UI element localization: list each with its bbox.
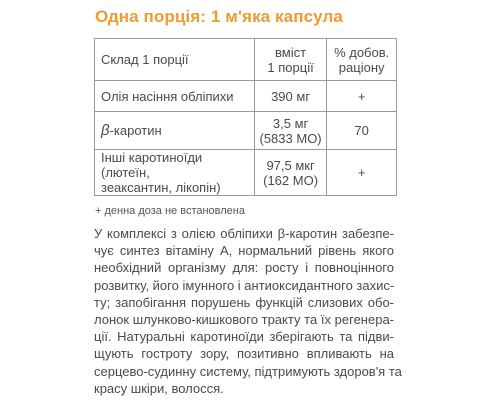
ingredient-daily-percent: +	[327, 150, 397, 196]
description-line: лонок шлунково-кишкового тракту та їх регенера-	[94, 312, 394, 328]
header-content-line1: вміст	[275, 44, 307, 60]
composition-table	[94, 38, 397, 196]
description-line: серцево-судинну систему, підтримують здоров'я та	[94, 363, 402, 379]
footnote: + денна доза не встановлена	[95, 205, 245, 217]
description-line: щують гостроту зору, позитивно впливають на	[94, 346, 394, 362]
ingredient-amount: 390 мг	[254, 81, 326, 112]
amount-line1: 3,5 мг	[272, 115, 309, 131]
name-line1: Інші каротиноїди (лютеїн,	[101, 150, 203, 180]
description-line: чує синтез вітаміну А, нормальний рівень якого	[94, 243, 394, 259]
serving-size-heading: Одна порція: 1 м'яка капсула	[95, 7, 343, 26]
ingredient-daily-percent: 70	[327, 112, 397, 150]
ingredient-amount	[254, 112, 326, 150]
table-row	[95, 81, 397, 112]
amount-line2: (5833 МО)	[259, 130, 322, 146]
description-line: ції. Натуральні каротиноїди зберігають та підви-	[94, 329, 394, 345]
table-header-row	[95, 39, 397, 81]
description-line: красу шкіри, волосся.	[94, 380, 224, 396]
amount-line2: (162 МО)	[263, 172, 319, 188]
ingredient-amount	[254, 150, 326, 196]
ingredient-daily-percent: +	[327, 81, 397, 112]
header-composition: Склад 1 порції	[95, 39, 255, 81]
header-percent-line2: раціону	[338, 59, 385, 75]
header-daily-percent	[327, 39, 397, 81]
ingredient-name	[95, 112, 255, 150]
table-row	[95, 150, 397, 196]
ingredient-name: Олія насіння обліпихи	[95, 81, 255, 112]
header-content-line2: 1 порції	[267, 59, 314, 75]
header-content-per-serving	[254, 39, 326, 81]
description-line: необхідний організму для: росту і повноцінного	[94, 260, 394, 276]
ingredient-name-rest: -каротин	[109, 123, 162, 138]
description-paragraph	[94, 225, 402, 397]
description-line: У комплексі з олією обліпихи β-каротин забезпе-	[94, 226, 394, 241]
beta-symbol: β	[101, 122, 110, 139]
description-line: ту; запобігання порушень функцій слизових обо-	[94, 294, 394, 310]
ingredient-name	[95, 150, 255, 196]
description-line: розвитку, його імунного і антиоксидантного захис-	[94, 277, 395, 293]
name-line2: зеаксантин, лікопін)	[101, 180, 221, 195]
table-row	[95, 112, 397, 150]
header-percent-line1: % добов.	[334, 44, 390, 60]
amount-line1: 97,5 мкг	[266, 157, 315, 173]
